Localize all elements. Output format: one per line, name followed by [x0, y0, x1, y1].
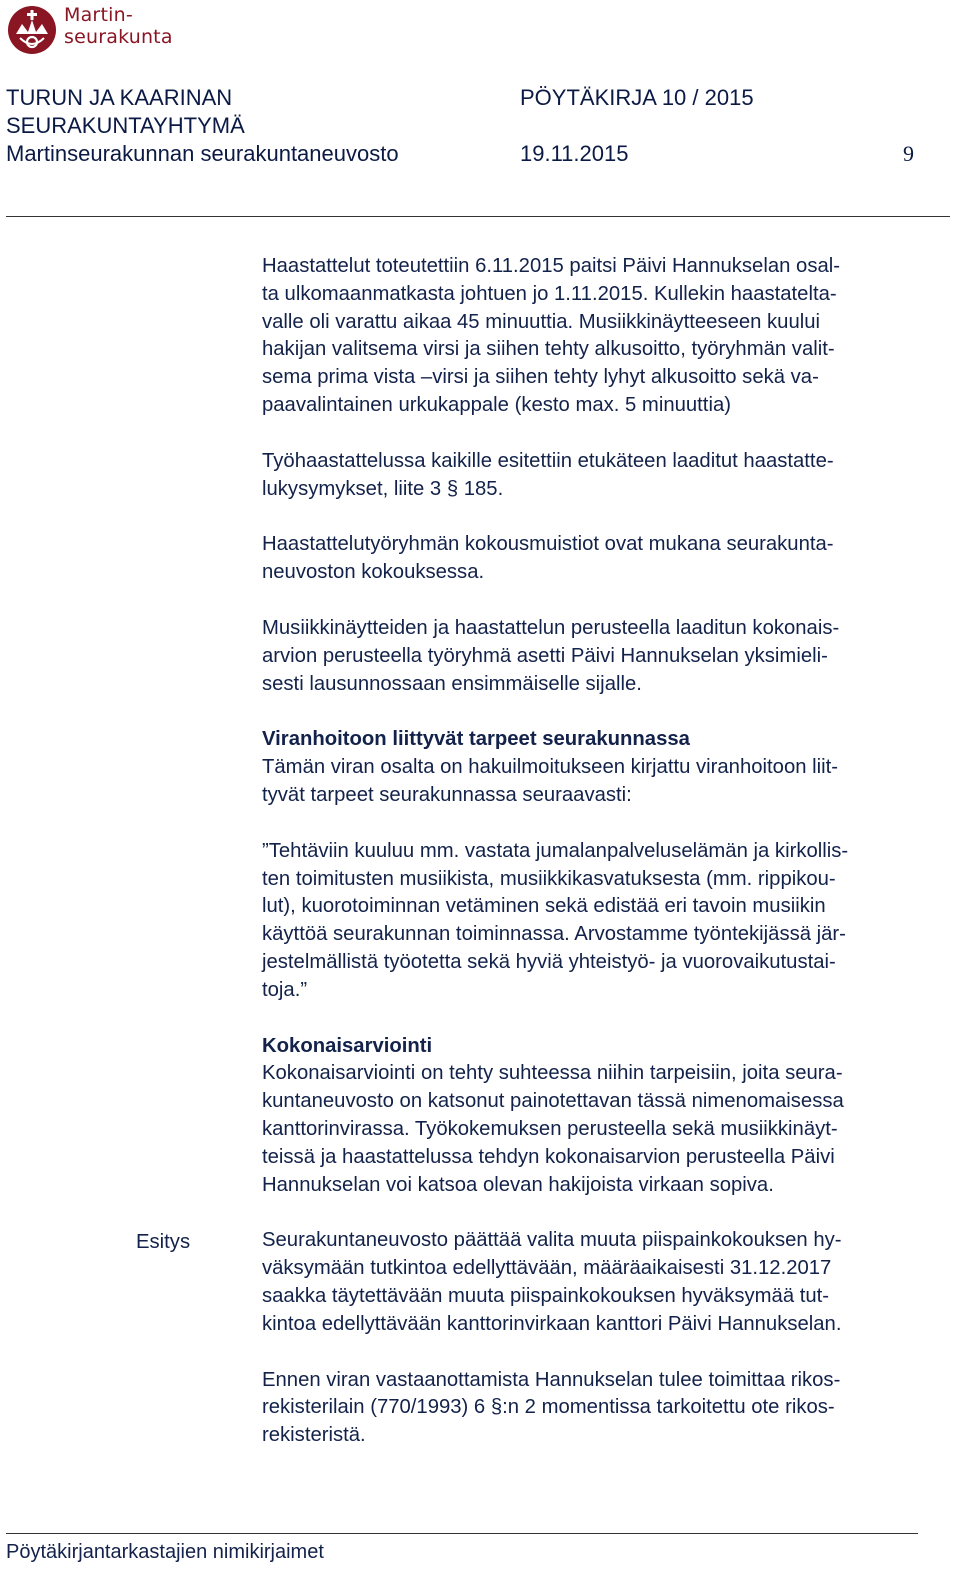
paragraph-overall-assessment: Kokonaisarviointi on tehty suhteessa niihin tarpeisiin, joita seura- kuntaneuvosto on katsonut painotettavan tässä nimenomaisessa kanttorinvirassa. Työkokemuksen perusteella sekä musiikkinäyt- teissä ja haastattelussa tehdyn kokonaisarvion perusteella Päivi Hannukselan voi katsoa olevan hakijoista virkaan sopiva.: [262, 1062, 844, 1196]
document-title: PÖYTÄKIRJA 10 / 2015: [520, 85, 754, 110]
paragraph-criminal-record: Ennen viran vastaanottamista Hannukselan tulee toimittaa rikos- rekisterilain (770/1993) 6 §:n 2 momentissa tarkoitettu ote rikos- rekisteristä.: [262, 1368, 841, 1447]
page-number: 9: [903, 141, 914, 166]
logo-line-2: seurakunta: [64, 26, 173, 48]
proposal-label: Esitys: [136, 1231, 191, 1253]
signature-label: Pöytäkirjantarkastajien nimikirjaimet: [6, 1541, 324, 1563]
paragraph-interviews: Haastattelut toteutettiin 6.11.2015 paitsi Päivi Hannukselan osal- ta ulkomaanmatkasta johtuen jo 1.11.2015. Kullekin haastatelta- valle oli varattu aikaa 45 minuuttia. Musiikkinäytteeseen kuului hakijan valitsema virsi ja siihen tehty alkusoitto, työryhmän valit- sema prima vista –virsi ja siihen tehty lyhyt alkusoitto sekä va- paavalintainen urkukappale (kesto max. 5 minuuttia): [262, 255, 840, 416]
quote-job-description: ”Tehtäviin kuuluu mm. vastata jumalanpalveluselämän ja kirkollis- ten toimitusten musiikista, musiikkikasvatuksesta (mm. rippikou- lut), kuorotoiminnan vetäminen sekä edistää eri tavoin musiikin käyttöä seurakunnan toiminnassa. Arvostamme työntekijässä jär- jestelmällistä työotetta sekä hyviä yhteistyö- ja vuorovaikutustai- toja.”: [262, 839, 849, 1001]
main-content: [262, 253, 952, 1450]
council-name: Martinseurakunnan seurakuntaneuvosto: [6, 141, 399, 166]
paragraph-requirements: Tämän viran osalta on hakuilmoitukseen kirjattu viranhoitoon liit- tyvät tarpeet seurakunnassa seuraavasti:: [262, 756, 839, 806]
heading-requirements: Viranhoitoon liittyvät tarpeet seurakunnassa: [262, 728, 690, 751]
paragraph-proposal: Seurakuntaneuvosto päättää valita muuta piispainkokouksen hy- väksymään tutkintoa edellyttävään, määräaikaisesti 31.12.2017 saakka täytettävään muuta piispainkokouksen hyväksymää tut- kintoa edellyttävään kanttorinvirkaan kanttori Päivi Hannukselan.: [262, 1229, 842, 1335]
header-divider: [6, 216, 950, 217]
org-name-line-1: TURUN JA KAARINAN: [6, 85, 233, 110]
logo-wordmark: [64, 4, 173, 48]
heading-overall-assessment: Kokonaisarviointi: [262, 1034, 433, 1057]
organization-logo: [6, 2, 173, 56]
signature-line: [6, 1533, 918, 1534]
church-crown-logo-icon: [6, 2, 58, 56]
org-name-line-2: SEURAKUNTAYHTYMÄ: [6, 113, 245, 138]
paragraph-ranking: Musiikkinäytteiden ja haastattelun perusteella laaditun kokonais- arvion perusteella työryhmä asetti Päivi Hannukselan yksimieli- sesti lausunnossaan ensimmäiselle sijalle.: [262, 616, 840, 695]
paragraph-meeting-notes: Haastattelutyöryhmän kokousmuistiot ovat mukana seurakunta- neuvoston kokouksessa.: [262, 533, 834, 584]
paragraph-interview-questions: Työhaastattelussa kaikille esitettiin etukäteen laaditut haastatte- lukysymykset, liite 3 § 185.: [262, 449, 834, 500]
meeting-date: 19.11.2015: [520, 141, 629, 166]
logo-line-1: Martin-: [64, 4, 133, 26]
